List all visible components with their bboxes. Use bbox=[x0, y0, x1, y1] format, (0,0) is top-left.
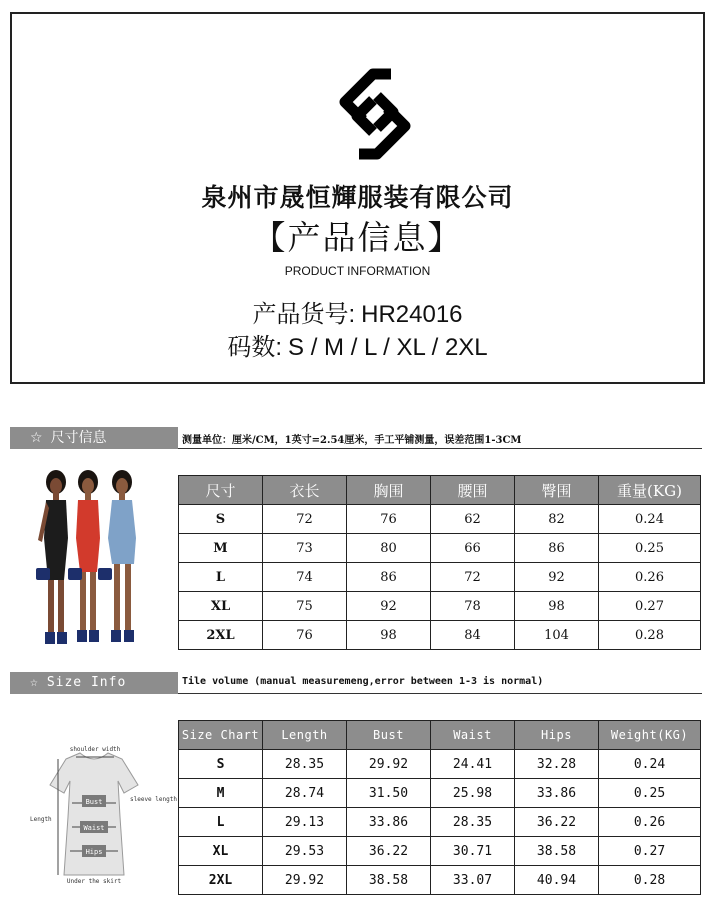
label-bust: Bust bbox=[85, 798, 103, 806]
divider bbox=[178, 448, 702, 449]
table-cell: XL bbox=[179, 837, 263, 866]
table-cell: 86 bbox=[347, 563, 431, 592]
table-cell: 2XL bbox=[179, 866, 263, 895]
table-cell: 28.74 bbox=[263, 779, 347, 808]
label-hips: Hips bbox=[85, 848, 103, 856]
model-red bbox=[68, 470, 100, 642]
col-header-weight: Weight(KG) bbox=[599, 721, 701, 750]
table-row bbox=[179, 621, 701, 650]
table-header-row bbox=[179, 476, 701, 505]
item-number-value: HR24016 bbox=[361, 301, 463, 328]
table-cell: 82 bbox=[515, 505, 599, 534]
table-cell: 36.22 bbox=[347, 837, 431, 866]
table-cell: 0.24 bbox=[599, 750, 701, 779]
table-cell: S bbox=[179, 750, 263, 779]
table-cell: 62 bbox=[431, 505, 515, 534]
table-cell: 38.58 bbox=[347, 866, 431, 895]
table-cell: 78 bbox=[431, 592, 515, 621]
section-title-en: Size Info bbox=[46, 675, 127, 690]
col-header-bust: Bust bbox=[347, 721, 431, 750]
col-header-bust: 胸围 bbox=[347, 476, 431, 505]
company-name: 泉州市晟恒輝服装有限公司 bbox=[201, 183, 514, 212]
label-hem: Under the skirt bbox=[66, 878, 122, 885]
star-icon: ☆ bbox=[30, 675, 39, 690]
table-cell: 0.27 bbox=[599, 837, 701, 866]
table-cell: 40.94 bbox=[515, 866, 599, 895]
label-shoulder: shoulder width bbox=[69, 746, 121, 753]
table-cell: XL bbox=[179, 592, 263, 621]
table-cell: 32.28 bbox=[515, 750, 599, 779]
table-cell: 84 bbox=[431, 621, 515, 650]
table-cell: 72 bbox=[263, 505, 347, 534]
table-cell: 73 bbox=[263, 534, 347, 563]
section-tab-en bbox=[10, 672, 178, 694]
measure-note-en: Tile volume (manual measuremeng,error between 1-3 is normal) bbox=[182, 676, 544, 687]
section-tab-cn bbox=[10, 427, 178, 449]
table-cell: 29.13 bbox=[263, 808, 347, 837]
table-cell: 76 bbox=[263, 621, 347, 650]
col-header-size: 尺寸 bbox=[179, 476, 263, 505]
item-number-label: 产品货号: bbox=[252, 301, 356, 328]
table-cell: 75 bbox=[263, 592, 347, 621]
table-cell: S bbox=[179, 505, 263, 534]
table-row bbox=[179, 866, 701, 895]
divider bbox=[178, 693, 702, 694]
table-cell: 29.92 bbox=[347, 750, 431, 779]
measure-note-cn: 测量单位：厘米/CM，1英寸=2.54厘米，手工平铺测量，误差范围1-3CM bbox=[182, 435, 522, 446]
col-header-length: Length bbox=[263, 721, 347, 750]
model-photo bbox=[30, 468, 150, 650]
size-table-cn bbox=[178, 475, 701, 650]
sizes-label: 码数: bbox=[227, 334, 283, 361]
table-cell: 0.25 bbox=[599, 534, 701, 563]
table-cell: 98 bbox=[515, 592, 599, 621]
brand-logo-icon bbox=[333, 62, 417, 166]
table-cell: 30.71 bbox=[431, 837, 515, 866]
col-header-hips: Hips bbox=[515, 721, 599, 750]
table-cell: M bbox=[179, 534, 263, 563]
table-cell: 104 bbox=[515, 621, 599, 650]
table-cell: 28.35 bbox=[431, 808, 515, 837]
table-cell: 25.98 bbox=[431, 779, 515, 808]
table-cell: 2XL bbox=[179, 621, 263, 650]
table-cell: 66 bbox=[431, 534, 515, 563]
table-cell: 72 bbox=[431, 563, 515, 592]
table-row bbox=[179, 808, 701, 837]
label-sleeve: sleeve length bbox=[130, 796, 177, 803]
col-header-waist: 腰围 bbox=[431, 476, 515, 505]
table-cell: 0.26 bbox=[599, 563, 701, 592]
col-header-length: 衣长 bbox=[263, 476, 347, 505]
product-info-title-en: PRODUCT INFORMATION bbox=[284, 264, 431, 278]
table-cell: 24.41 bbox=[431, 750, 515, 779]
table-cell: 31.50 bbox=[347, 779, 431, 808]
table-header-row bbox=[179, 721, 701, 750]
table-cell: 76 bbox=[347, 505, 431, 534]
table-cell: 0.27 bbox=[599, 592, 701, 621]
table-row bbox=[179, 837, 701, 866]
table-row bbox=[179, 779, 701, 808]
model-black bbox=[36, 470, 68, 644]
table-cell: M bbox=[179, 779, 263, 808]
table-cell: 29.53 bbox=[263, 837, 347, 866]
table-row bbox=[179, 750, 701, 779]
table-row bbox=[179, 505, 701, 534]
table-row bbox=[179, 534, 701, 563]
table-cell: 28.35 bbox=[263, 750, 347, 779]
table-cell: 74 bbox=[263, 563, 347, 592]
table-row bbox=[179, 592, 701, 621]
table-cell: 80 bbox=[347, 534, 431, 563]
section-header-cn bbox=[10, 427, 702, 449]
label-waist: Waist bbox=[83, 824, 105, 832]
table-cell: 36.22 bbox=[515, 808, 599, 837]
col-header-hips: 臀围 bbox=[515, 476, 599, 505]
measurement-diagram bbox=[28, 745, 177, 885]
label-length: Length bbox=[30, 816, 52, 823]
table-cell: 0.24 bbox=[599, 505, 701, 534]
product-info-title-cn: 【产品信息】 bbox=[252, 218, 463, 257]
size-table-en bbox=[178, 720, 701, 895]
table-cell: L bbox=[179, 563, 263, 592]
table-cell: 0.25 bbox=[599, 779, 701, 808]
table-cell: 33.07 bbox=[431, 866, 515, 895]
table-cell: 98 bbox=[347, 621, 431, 650]
col-header-size: Size Chart bbox=[179, 721, 263, 750]
table-cell: 38.58 bbox=[515, 837, 599, 866]
sizes-value: S / M / L / XL / 2XL bbox=[288, 334, 488, 361]
model-blue bbox=[98, 470, 136, 642]
table-cell: 33.86 bbox=[347, 808, 431, 837]
col-header-weight: 重量(KG) bbox=[599, 476, 701, 505]
table-cell: 0.28 bbox=[599, 866, 701, 895]
sizes-line bbox=[12, 327, 703, 362]
table-cell: 0.26 bbox=[599, 808, 701, 837]
table-cell: 0.28 bbox=[599, 621, 701, 650]
table-cell: L bbox=[179, 808, 263, 837]
star-icon: ☆ bbox=[30, 430, 43, 446]
table-cell: 33.86 bbox=[515, 779, 599, 808]
table-row bbox=[179, 563, 701, 592]
section-title-cn: 尺寸信息 bbox=[50, 430, 107, 446]
section-header-en bbox=[10, 672, 702, 694]
product-info-card bbox=[10, 12, 705, 384]
table-cell: 29.92 bbox=[263, 866, 347, 895]
table-cell: 86 bbox=[515, 534, 599, 563]
col-header-waist: Waist bbox=[431, 721, 515, 750]
table-cell: 92 bbox=[515, 563, 599, 592]
item-number-line bbox=[12, 294, 703, 329]
table-cell: 92 bbox=[347, 592, 431, 621]
